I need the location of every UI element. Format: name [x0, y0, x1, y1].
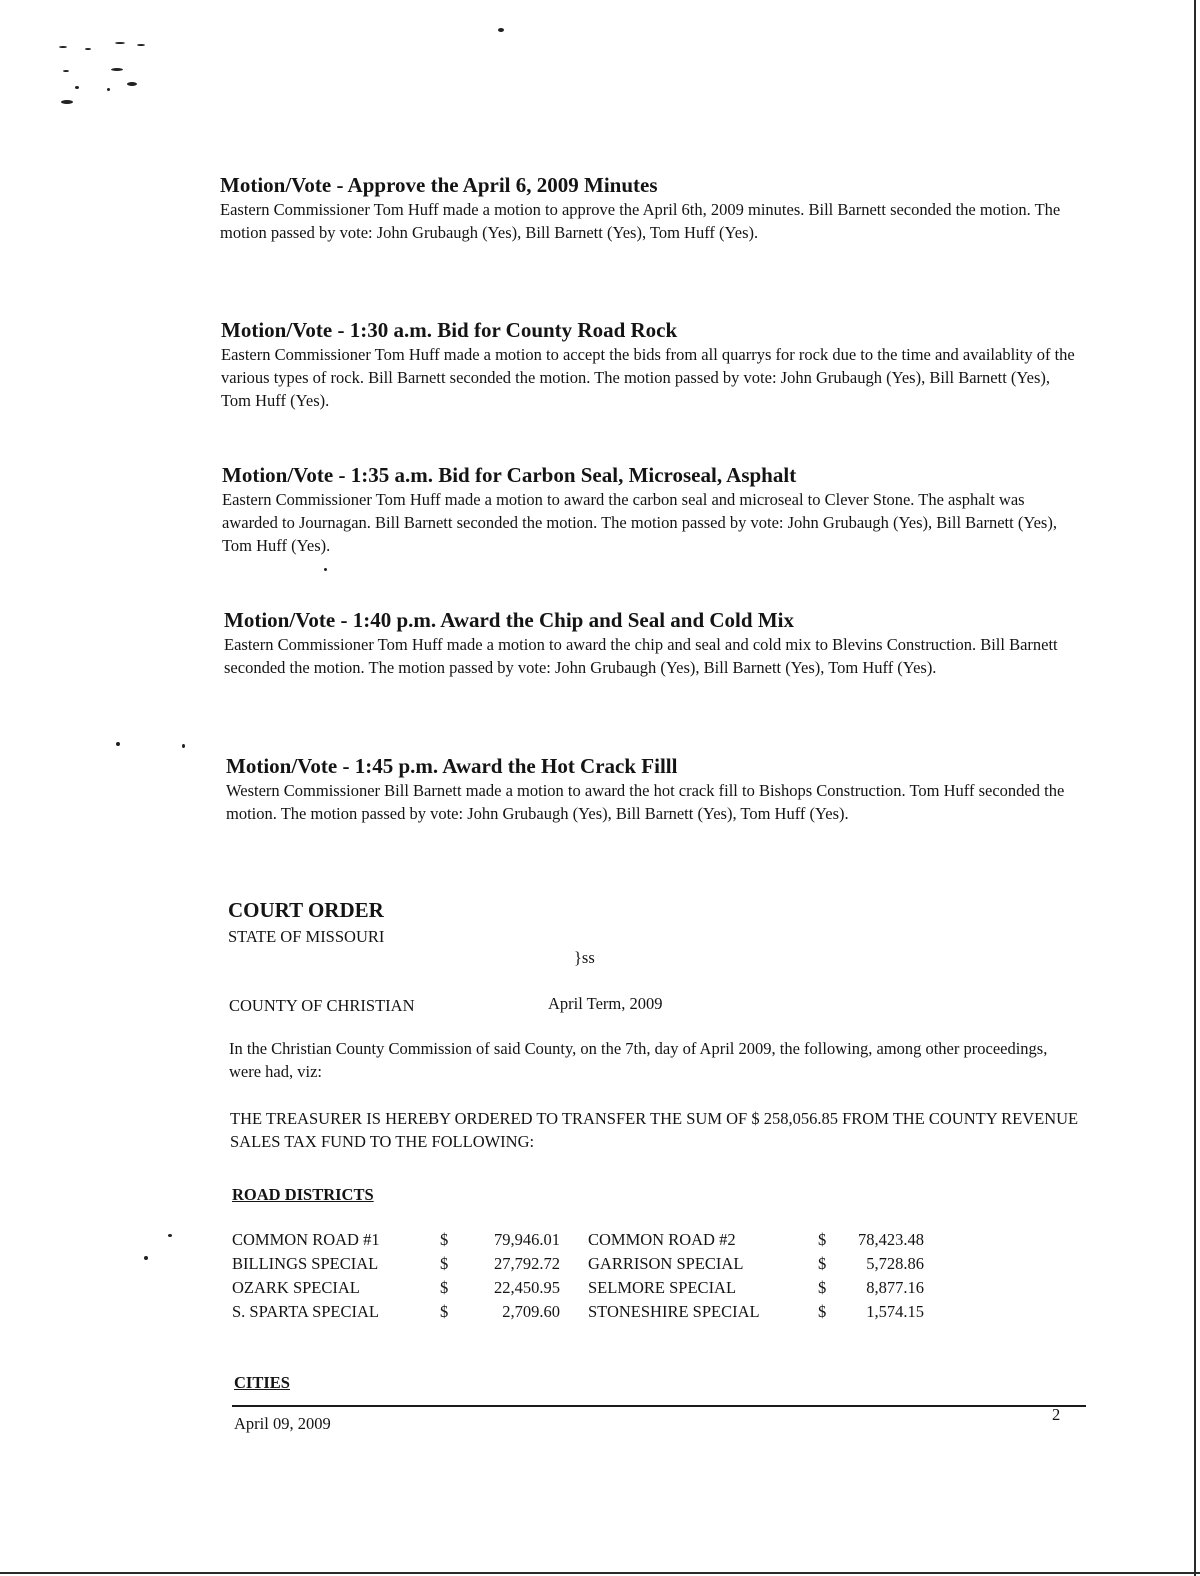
district-name: OZARK SPECIAL [232, 1278, 360, 1297]
scan-speck [324, 568, 327, 571]
motion-heading: Motion/Vote - 1:45 p.m. Award the Hot Crack Filll [226, 754, 678, 778]
page-edge-right [1194, 0, 1196, 1576]
district-name: BILLINGS SPECIAL [232, 1254, 379, 1273]
district-amount: 79,946.01 [494, 1230, 560, 1249]
motion-section [226, 753, 1086, 825]
motion-body: Western Commissioner Bill Barnett made a motion to award the hot crack fill to Bishops Construction. Tom Huff seconded the motion. The motion passed by vote: John Grubaugh (Yes), Bill Barnett (Yes), Tom Huff (Yes). [226, 781, 1065, 823]
term-line: April Term, 2009 [548, 994, 663, 1013]
scan-speck [116, 742, 120, 746]
district-name: STONESHIRE SPECIAL [588, 1302, 760, 1321]
currency-symbol: $ [818, 1230, 827, 1249]
currency-symbol: $ [440, 1230, 449, 1249]
scan-speck [182, 744, 185, 748]
district-name: S. SPARTA SPECIAL [232, 1302, 380, 1321]
court-order-text: THE TREASURER IS HEREBY ORDERED TO TRANSFER THE SUM OF $ 258,056.85 FROM THE COUNTY REVENUE SALES TAX FUND TO THE FOLLOWING: [230, 1109, 1079, 1151]
currency-symbol: $ [440, 1278, 449, 1297]
state-line: STATE OF MISSOURI [228, 927, 385, 946]
district-name: GARRISON SPECIAL [588, 1254, 744, 1273]
currency-symbol: $ [440, 1254, 449, 1273]
motion-heading: Motion/Vote - 1:35 a.m. Bid for Carbon Seal, Microseal, Asphalt [222, 463, 797, 487]
motion-heading: Motion/Vote - Approve the April 6, 2009 Minutes [220, 173, 658, 197]
district-name: COMMON ROAD #1 [232, 1230, 380, 1249]
motion-body: Eastern Commissioner Tom Huff made a motion to award the carbon seal and microseal to Clever Stone. The asphalt was awarded to Journagan. Bill Barnett seconded the motion. The motion passed by vote: John Grubaugh (Yes), Bill Barnett (Yes), Tom Huff (Yes). [222, 490, 1057, 555]
footer-divider [232, 1405, 1086, 1407]
footer-date: April 09, 2009 [234, 1414, 331, 1433]
scan-speck [168, 1234, 172, 1237]
cities-heading: CITIES [234, 1373, 290, 1392]
motion-section [220, 172, 1080, 244]
currency-symbol: $ [818, 1254, 827, 1273]
motion-body: Eastern Commissioner Tom Huff made a motion to award the chip and seal and cold mix to Blevins Construction. Bill Barnett seconded the motion. The motion passed by vote: John Grubaugh (Yes), Bill Barnett (Yes), Tom Huff (Yes). [224, 635, 1058, 677]
scan-speck [144, 1256, 148, 1260]
motion-section [224, 607, 1084, 679]
court-order-intro: In the Christian County Commission of said County, on the 7th, day of April 2009, the following, among other proceedings, were had, viz: [229, 1039, 1048, 1081]
scan-speck [498, 28, 504, 32]
motion-heading: Motion/Vote - 1:30 a.m. Bid for County Road Rock [221, 318, 678, 342]
district-amount: 5,728.86 [866, 1254, 924, 1273]
currency-symbol: $ [818, 1278, 827, 1297]
motion-heading: Motion/Vote - 1:40 p.m. Award the Chip and Seal and Cold Mix [224, 608, 794, 632]
motion-body: Eastern Commissioner Tom Huff made a motion to approve the April 6th, 2009 minutes. Bill Barnett seconded the motion. The motion passed by vote: John Grubaugh (Yes), Bill Barnett (Yes), Tom Huff (Yes). [220, 200, 1061, 242]
district-amount: 27,792.72 [494, 1254, 560, 1273]
motion-section [222, 462, 1082, 557]
county-line: COUNTY OF CHRISTIAN [229, 996, 415, 1015]
district-name: COMMON ROAD #2 [588, 1230, 736, 1249]
district-name: SELMORE SPECIAL [588, 1278, 737, 1297]
motion-body: Eastern Commissioner Tom Huff made a motion to accept the bids from all quarrys for rock due to the time and availablity of the various types of rock. Bill Barnett seconded the motion. The motion passed by vote: John Grubaugh (Yes), Bill Barnett (Yes), Tom Huff (Yes). [221, 345, 1075, 410]
currency-symbol: $ [818, 1302, 827, 1321]
motion-section [221, 317, 1081, 412]
currency-symbol: $ [440, 1302, 449, 1321]
district-amount: 2,709.60 [502, 1302, 560, 1321]
court-order-title: COURT ORDER [228, 898, 384, 922]
ss-mark: }ss [574, 948, 595, 967]
district-amount: 1,574.15 [866, 1302, 924, 1321]
district-amount: 78,423.48 [858, 1230, 924, 1249]
district-amount: 22,450.95 [494, 1278, 560, 1297]
scan-specks [55, 38, 155, 118]
page-edge-bottom [0, 1572, 1200, 1574]
page-number: 2 [1052, 1405, 1061, 1424]
road-districts-heading: ROAD DISTRICTS [232, 1185, 374, 1204]
district-amount: 8,877.16 [866, 1278, 924, 1297]
